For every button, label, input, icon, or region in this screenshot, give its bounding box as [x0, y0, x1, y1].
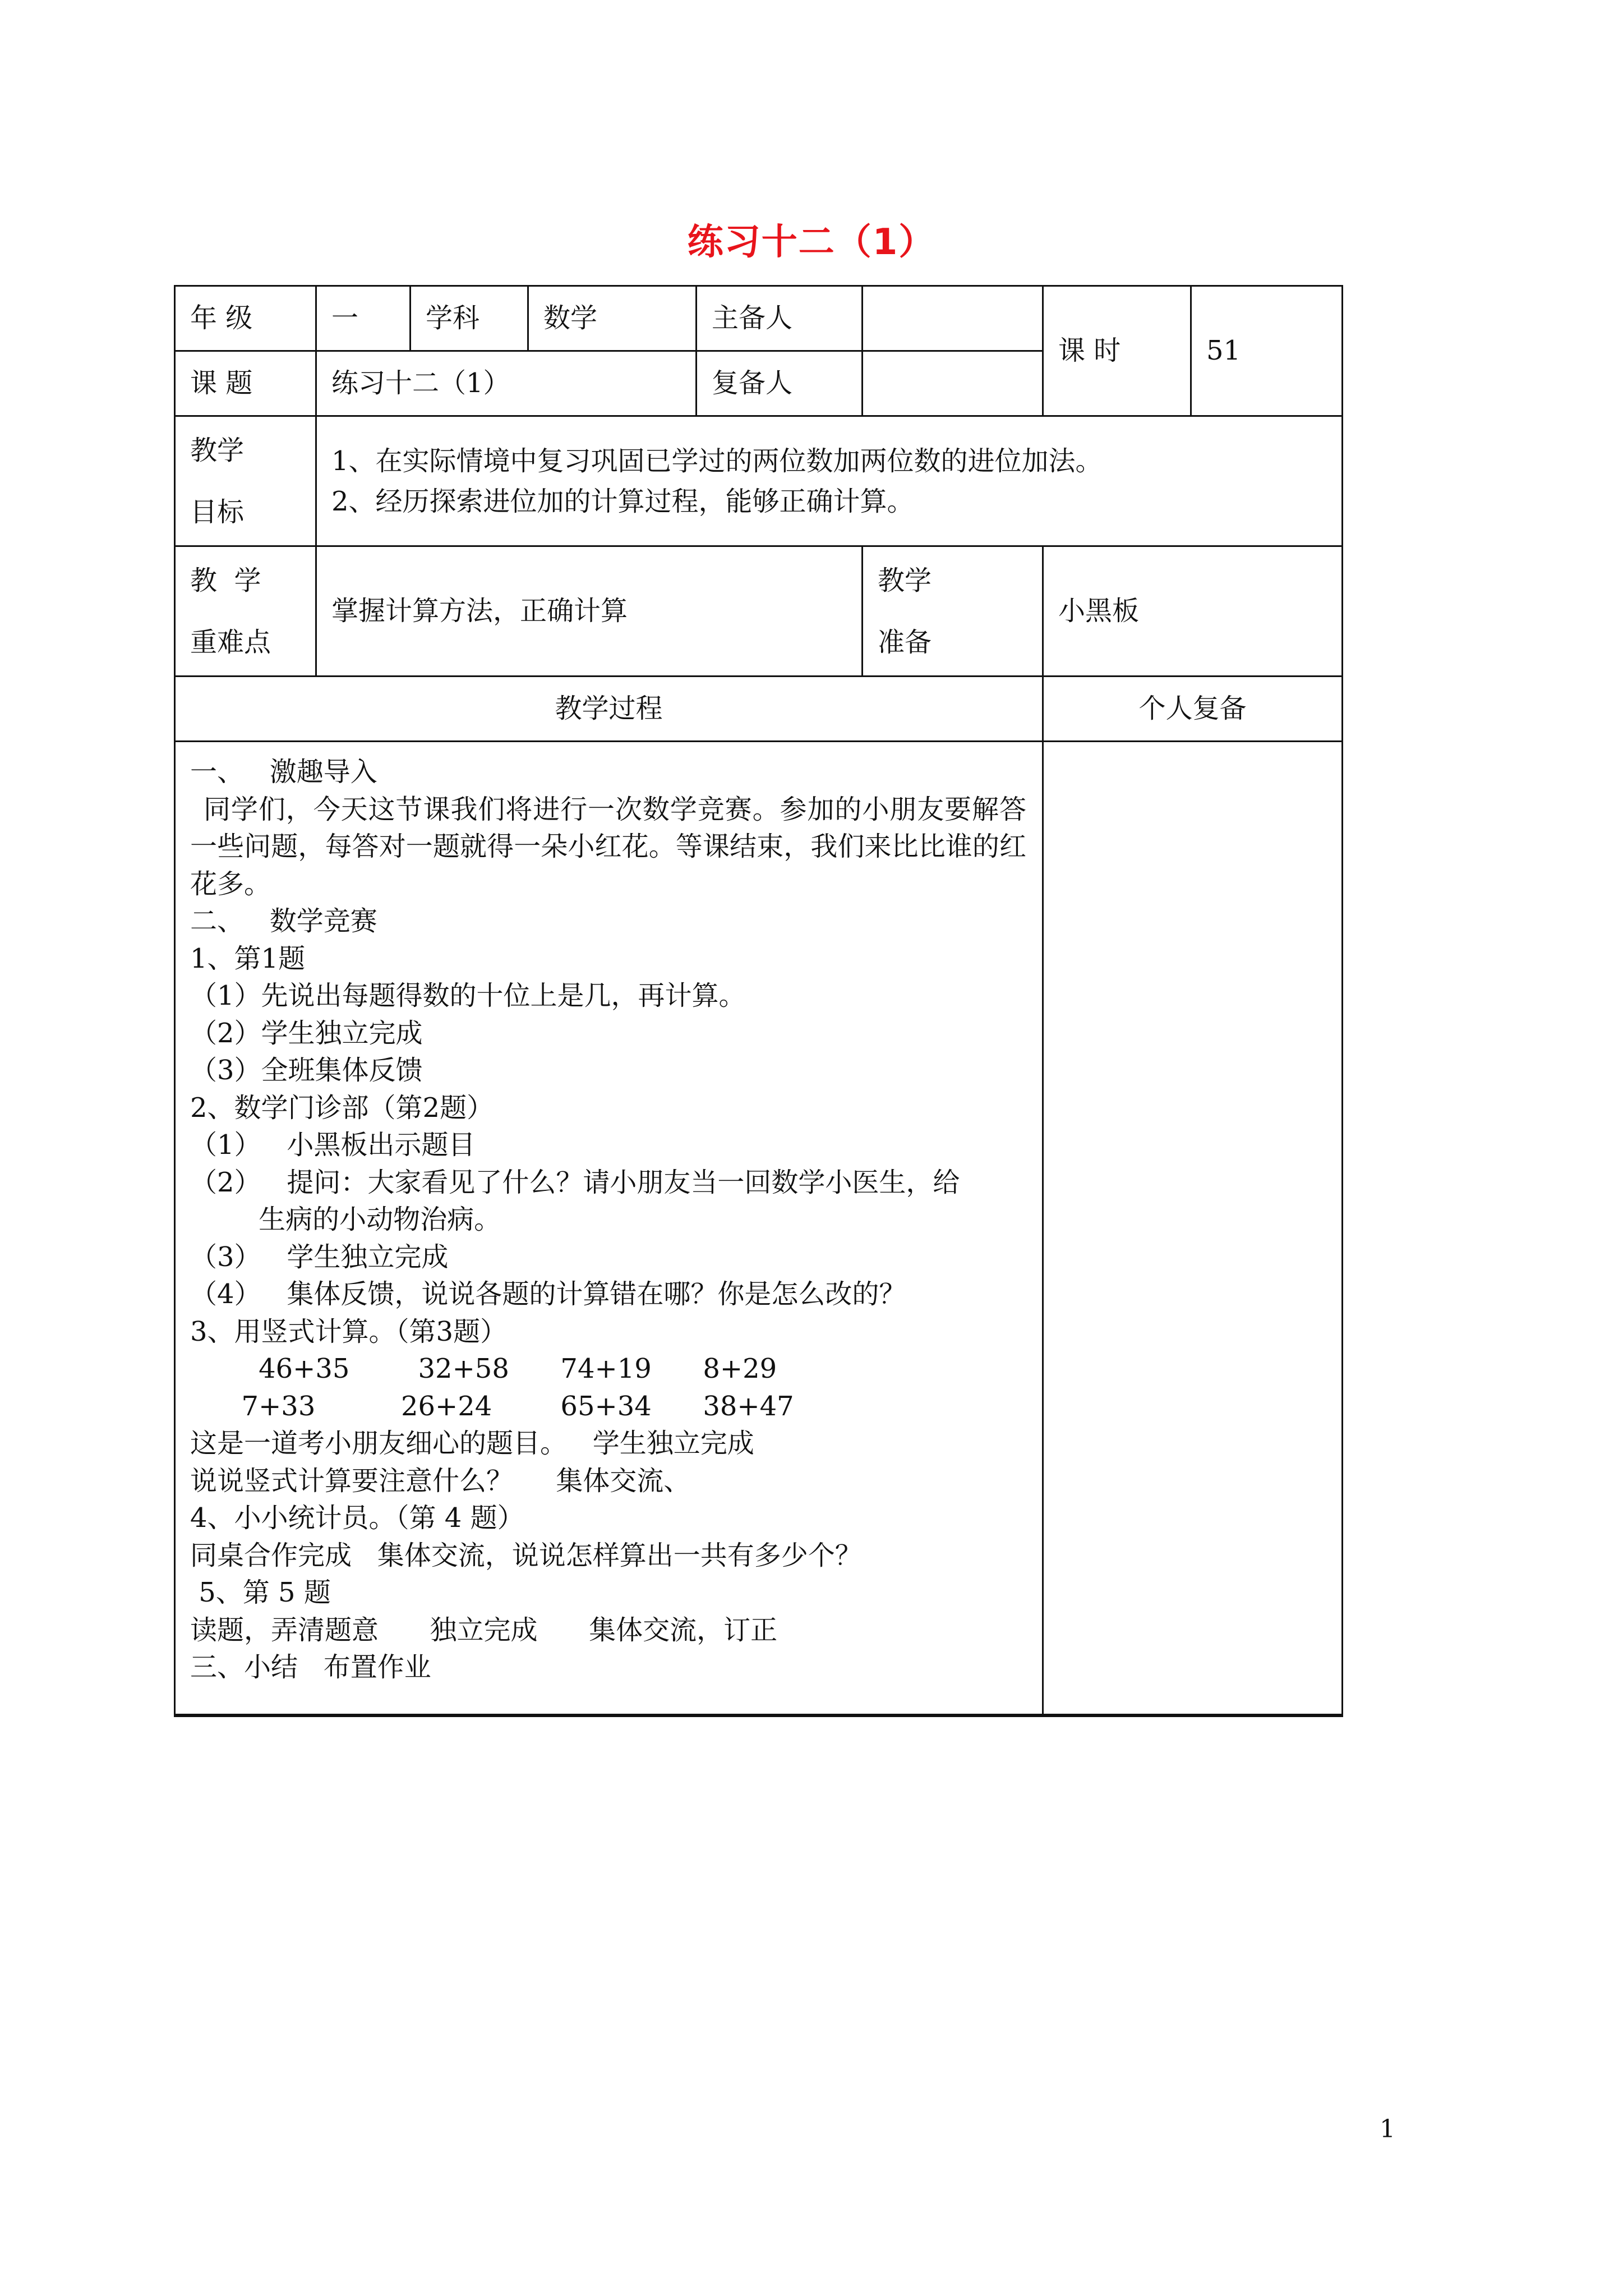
difficulty-label [175, 546, 316, 677]
process-paragraph: 同学们，今天这节课我们将进行一次数学竞赛。参加的小朋友要解答一些问题，每答对一题就得一朵小红花。等课结束，我们来比比谁的红花多。 [190, 793, 1026, 900]
goals-row [175, 416, 1343, 546]
goal-line: 2、经历探索进位加的计算过程，能够正确计算。 [331, 485, 914, 517]
process-line: （4） 集体反馈，说说各题的计算错在哪？你是怎么改的？ [190, 1278, 906, 1310]
lesson-plan-table [174, 285, 1343, 1717]
process-line: （1） 小黑板出示题目 [190, 1129, 476, 1161]
prep-label-line2: 准备 [878, 626, 932, 658]
difficulty-label-line2: 重难点 [190, 626, 271, 658]
process-line: 2、数学门诊部（第2题） [190, 1092, 494, 1124]
process-line: 1、第1题 [190, 942, 306, 974]
prep-label-line1: 教学 [878, 564, 932, 596]
goals-label [175, 416, 316, 546]
process-line: （2）学生独立完成 [190, 1017, 423, 1049]
process-header-row [175, 677, 1343, 742]
difficulty-row [175, 546, 1343, 677]
process-line: （3）全班集体反馈 [190, 1055, 423, 1086]
grade-label: 年 级 [175, 286, 316, 351]
subject-value: 数学 [528, 286, 697, 351]
process-line: 三、小结 布置作业 [190, 1651, 431, 1683]
process-line: 说说竖式计算要注意什么？ 集体交流、 [190, 1465, 691, 1497]
page-number: 1 [1380, 2115, 1395, 2143]
process-line: 生病的小动物治病。 [190, 1204, 501, 1235]
period-label: 课 时 [1043, 286, 1191, 416]
header-row-1 [175, 286, 1343, 351]
process-line: 这是一道考小朋友细心的题目。 学生独立完成 [190, 1428, 754, 1459]
process-line: （3） 学生独立完成 [190, 1241, 449, 1273]
subject-label: 学科 [411, 286, 528, 351]
personal-notes [1043, 742, 1343, 1715]
difficulty-value: 掌握计算方法，正确计算 [316, 546, 863, 677]
topic-label: 课 题 [175, 351, 316, 416]
process-content-row [175, 742, 1343, 1715]
process-header: 教学过程 [175, 677, 1043, 742]
process-line: 二、 数学竞赛 [190, 905, 377, 937]
process-line: 4、小小统计员。（第 4 题） [190, 1502, 524, 1534]
topic-value: 练习十二（1） [316, 351, 697, 416]
process-line: 一、 激趣导入 [190, 756, 377, 788]
goals-label-line2: 目标 [190, 496, 245, 528]
goals-label-line1: 教学 [190, 434, 245, 466]
process-line: （2） 提问：大家看见了什么？请小朋友当一回数学小医生，给 [190, 1166, 960, 1198]
process-line: 3、用竖式计算。（第3题） [190, 1315, 508, 1347]
process-content [175, 742, 1043, 1715]
prep-label [863, 546, 1043, 677]
process-line: 同桌合作完成 集体交流，说说怎样算出一共有多少个？ [190, 1539, 862, 1571]
process-line: 读题，弄清题意 独立完成 集体交流，订正 [190, 1614, 778, 1646]
period-value: 51 [1191, 286, 1343, 416]
goal-line: 1、在实际情境中复习巩固已学过的两位数加两位数的进位加法。 [331, 445, 1103, 477]
main-prep-value [863, 286, 1043, 351]
process-line: 5、第 5 题 [190, 1577, 331, 1608]
grade-value: 一 [316, 286, 411, 351]
co-prep-value [863, 351, 1043, 416]
process-line: （1）先说出每题得数的十位上是几，再计算。 [190, 980, 746, 1011]
calc-row: 46+35 32+58 74+19 8+29 [190, 1353, 777, 1384]
difficulty-label-line1: 教 学 [190, 564, 261, 596]
prep-value: 小黑板 [1043, 546, 1343, 677]
co-prep-label: 复备人 [697, 351, 863, 416]
calc-row: 7+33 26+24 65+34 38+47 [190, 1390, 794, 1422]
goals-content [316, 416, 1343, 546]
personal-header: 个人复备 [1043, 677, 1343, 742]
main-prep-label: 主备人 [697, 286, 863, 351]
page-title: 练习十二（1） [687, 222, 936, 263]
